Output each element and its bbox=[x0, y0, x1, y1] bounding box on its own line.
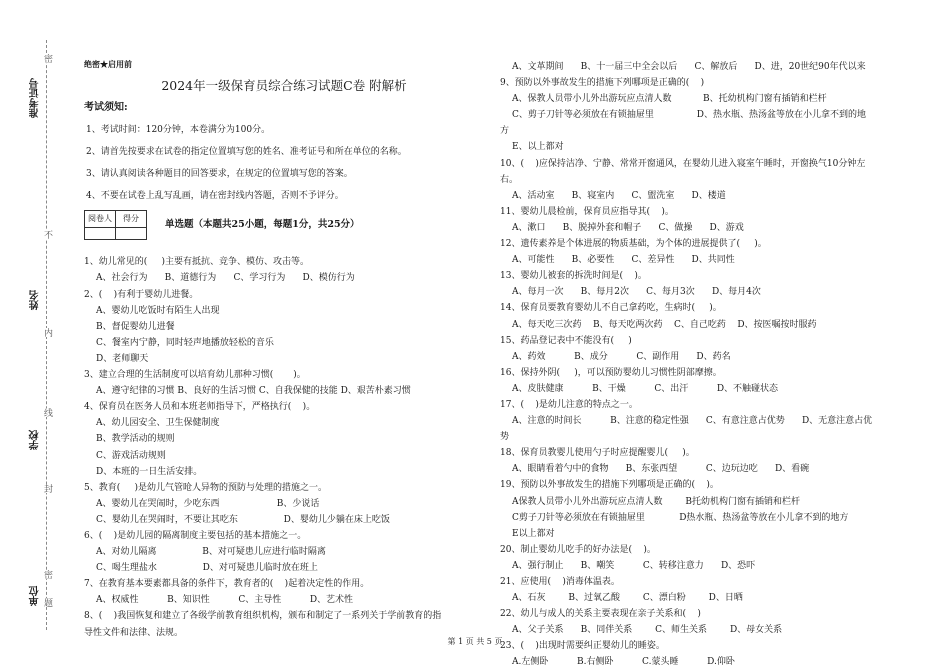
question-text: 14、保育员要教育婴幼儿不自己拿药吃，生病时( )。 bbox=[500, 303, 722, 314]
answer-options: A、保教人员带小儿外出游玩应点清人数 B、托幼机构门窗有插销和栏杆 bbox=[512, 94, 827, 105]
answer-options: A、幼儿园安全、卫生保健制度 bbox=[96, 418, 220, 429]
score-section bbox=[84, 210, 484, 240]
unit-label: 单位 bbox=[30, 586, 41, 606]
answer-options: A、眼睛看着勺中的食物 B、东张西望 C、边玩边吃 D、看碗 bbox=[512, 464, 810, 475]
question-text: 21、应使用( )消毒体温表。 bbox=[500, 577, 620, 587]
page-footer: 第 1 页 共 5 页 bbox=[447, 637, 503, 646]
answer-options: A、对幼儿隔离 B、对可疑患儿应进行临时隔离 bbox=[96, 547, 326, 558]
answer-options: A、父子关系 B、同伴关系 C、师生关系 D、母女关系 bbox=[512, 625, 783, 636]
answer-options: C、游戏活动规则 bbox=[96, 450, 166, 461]
notice-item: 3、请认真阅读各种题目的回答要求，在规定的位置填写您的答案。 bbox=[86, 169, 353, 180]
answer-options: C、餐室内宁静，同时轻声地播放轻松的音乐 bbox=[96, 337, 274, 348]
answer-options: A、可能性 B、必要性 C、差异性 D、共同性 bbox=[512, 255, 735, 266]
question-text: 4、保育员在医务人员和本班老师指导下，严格执行( )。 bbox=[84, 402, 316, 413]
question-text: 2、( )有利于婴幼儿进餐。 bbox=[84, 289, 199, 300]
score-table bbox=[84, 210, 147, 240]
answer-options: C、婴幼儿在哭闹时，不要让其吃东 D、婴幼儿少躺在床上吃饭 bbox=[96, 514, 390, 525]
question-text: 22、幼儿与成人的关系主要表现在亲子关系和( ) bbox=[500, 609, 701, 620]
question-text: 23、( )出现时需要纠正婴幼儿的睡姿。 bbox=[500, 641, 665, 652]
answer-options: A.左侧卧 B.右侧卧 C.蒙头睡 D.仰卧 bbox=[512, 657, 735, 668]
exam-id-label: 准考证号 bbox=[30, 78, 41, 118]
right-column bbox=[500, 59, 900, 671]
name-field[interactable] bbox=[28, 290, 43, 310]
question-text: 5、教育( )是幼儿气管呛人异物的预防与处理的措施之一。 bbox=[84, 482, 328, 493]
answer-options: A、婴幼儿吃饭时有陌生人出现 bbox=[96, 305, 220, 316]
score-cell[interactable] bbox=[116, 228, 147, 240]
answer-options: A、石灰 B、过氧乙酸 C、漂白粉 D、日晒 bbox=[512, 593, 743, 604]
secret-mark: 绝密★启用前 bbox=[84, 59, 132, 69]
question-text: 16、保持外阴( )，可以预防婴幼儿习惯性阴部摩擦。 bbox=[500, 367, 722, 378]
answer-options: B、督促婴幼儿进餐 bbox=[96, 321, 175, 332]
question-text: 19、预防以外事故发生的措施下列哪项是正确的( )。 bbox=[500, 480, 719, 491]
answer-options: C、剪子刀针等必须放在有锁抽屉里 D、热水瓶、热汤盆等放在小儿拿不到的地 bbox=[512, 110, 867, 121]
binding-margin bbox=[0, 0, 80, 671]
question-text: 12、遗传素养是个体进展的物质基础，为个体的进展提供了( )。 bbox=[500, 239, 767, 250]
answer-options: D、本班的一日生活安排。 bbox=[96, 466, 203, 477]
school-field[interactable] bbox=[28, 430, 43, 450]
reviewer-header: 阅卷人 bbox=[85, 211, 116, 228]
answer-options: A、漱口 B、脱掉外套和帽子 C、做操 D、游戏 bbox=[512, 222, 744, 233]
answer-options: A、权威性 B、知识性 C、主导性 D、艺术性 bbox=[96, 595, 354, 606]
question-text: 10、( )应保持洁净、宁静、常常开窗通风，在婴幼儿进入寝室午睡时，开窗换气10分钟左 bbox=[500, 158, 866, 169]
answer-options: A、强行制止 B、嘲笑 C、转移注意力 D、恐吓 bbox=[512, 560, 756, 571]
question-text: 右。 bbox=[500, 174, 519, 185]
question-text: 8、( )我国恢复和建立了各级学前教育组织机构，颁布和制定了一系列关于学前教育的指 bbox=[84, 611, 442, 622]
answer-options: A、婴幼儿在哭闹时，少吃东西 B、少说话 bbox=[96, 498, 320, 509]
score-header: 得分 bbox=[116, 211, 147, 228]
question-text: 导性文件和法律、法规。 bbox=[84, 627, 184, 638]
question-text: 18、保育员教婴儿使用勺子时应提醒婴儿( )。 bbox=[500, 448, 695, 459]
question-text: 17、( )是幼儿注意的特点之一。 bbox=[500, 399, 638, 410]
school-label: 学校 bbox=[30, 430, 41, 450]
unit-field[interactable] bbox=[28, 586, 43, 606]
reviewer-cell[interactable] bbox=[85, 228, 116, 240]
answer-options: A保教人员带小儿外出游玩应点清人数 B托幼机构门窗有插销和栏杆 bbox=[512, 496, 801, 507]
answer-options: C、喝生理盐水 D、对可疑患儿临时放在班上 bbox=[96, 563, 318, 574]
question-text: 6、( )是幼儿园的隔离制度主要包括的基本措施之一。 bbox=[84, 530, 307, 541]
seal-char: 线 bbox=[42, 408, 52, 417]
seal-char: 密 bbox=[42, 54, 52, 63]
name-label: 姓名 bbox=[30, 290, 41, 310]
seal-char: 封 bbox=[42, 484, 52, 493]
answer-options: A、社会行为 B、道德行为 C、学习行为 D、模仿行为 bbox=[96, 273, 355, 284]
question-text: 15、药品登记表中不能没有( ) bbox=[500, 335, 632, 346]
question-text: 1、幼儿常见的( )主要有抵抗、竞争、模仿、攻击等。 bbox=[84, 257, 310, 268]
exam-id-field[interactable] bbox=[28, 78, 43, 118]
answer-options: A、药效 B、成分 C、副作用 D、药名 bbox=[512, 351, 731, 362]
notice-item: 2、请首先按要求在试卷的指定位置填写您的姓名、准考证号和所在单位的名称。 bbox=[86, 147, 407, 158]
answer-options: E、以上都对 bbox=[512, 142, 564, 153]
answer-options: C剪子刀针等必须放在有锁抽屉里 D热水瓶、热汤盆等放在小儿拿不到的地方 bbox=[512, 512, 849, 523]
question-text: 20、制止婴幼儿吃手的好办法是( )。 bbox=[500, 544, 656, 555]
seal-char: 题 bbox=[42, 598, 52, 607]
answer-options: A、活动室 B、寝室内 C、盥洗室 D、楼道 bbox=[512, 190, 726, 201]
answer-options: A、每月一次 B、每月2次 C、每月3次 D、每月4次 bbox=[512, 287, 761, 298]
seal-char: 内 bbox=[42, 328, 52, 337]
answer-options: A、皮肤健康 B、干燥 C、出汗 D、不触碰状态 bbox=[512, 383, 779, 394]
question-text: 11、婴幼儿晨检前，保育员应指导其( )。 bbox=[500, 206, 674, 217]
question-list bbox=[84, 254, 484, 640]
answer-options: A、遵守纪律的习惯 B、良好的生活习惯 C、自我保健的技能 D、艰苦朴素习惯 bbox=[96, 386, 411, 397]
left-column bbox=[84, 56, 484, 641]
answer-options: E以上都对 bbox=[512, 528, 555, 539]
seal-char: 不 bbox=[42, 230, 52, 239]
answer-options: D、老师聊天 bbox=[96, 353, 149, 364]
notice-item: 4、不要在试卷上乱写乱画，请在密封线内答题，否则不予评分。 bbox=[86, 191, 344, 202]
answer-options: A、注意的时间长 B、注意的稳定性强 C、有意注意占优势 D、无意注意占优 bbox=[512, 416, 873, 427]
notice-heading: 考试须知: bbox=[84, 102, 128, 114]
question-text: 9、预防以外事故发生的措施下列哪项是正确的( ) bbox=[500, 78, 705, 89]
question-text: 方 bbox=[500, 126, 510, 137]
question-text: 3、建立合理的生活制度可以培育幼儿那种习惯( )。 bbox=[84, 370, 306, 381]
answer-options: A、每天吃三次药 B、每天吃两次药 C、自己吃药 D、按医嘱按时服药 bbox=[512, 319, 817, 330]
seal-char: 密 bbox=[42, 570, 52, 579]
notice-item: 1、考试时间：120分钟，本卷满分为100分。 bbox=[86, 125, 271, 136]
page-title: 2024年一级保育员综合练习试题C卷 附解析 bbox=[161, 78, 407, 94]
answer-options: B、教学活动的规则 bbox=[96, 434, 175, 445]
question-text: 13、婴幼儿被套的拆洗时间是( )。 bbox=[500, 271, 647, 282]
question-text: 7、在教育基本要素都具备的条件下，教育者的( )起着决定性的作用。 bbox=[84, 579, 370, 590]
section-title: 单选题（本题共25小题，每题1分，共25分） bbox=[165, 219, 360, 231]
answer-options: A、文革期间 B、十一届三中全会以后 C、解放后 D、进，20世纪90年代以来 bbox=[512, 62, 866, 72]
question-text: 势 bbox=[500, 432, 510, 443]
